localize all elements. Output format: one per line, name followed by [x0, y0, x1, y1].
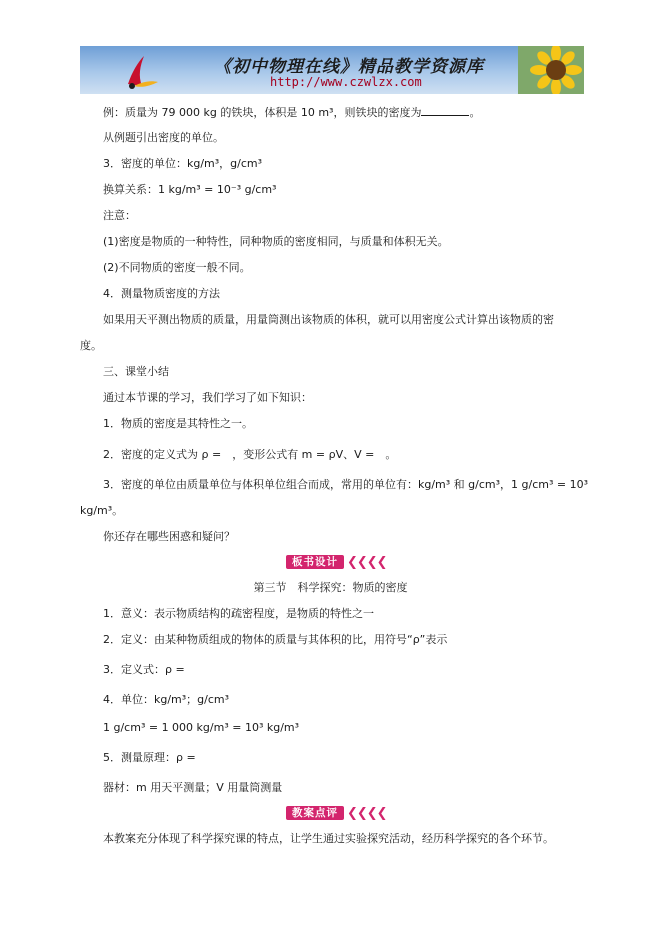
board-line: 4．单位：kg/m³；g/cm³	[103, 693, 230, 706]
board-heading: 第三节 科学探究：物质的密度	[253, 581, 408, 594]
board-line: 1 g/cm³ = 1 000 kg/m³ = 10³ kg/m³	[103, 721, 300, 734]
body-line: 3．密度的单位：kg/m³，g/cm³	[103, 157, 263, 170]
body-line: 2．密度的定义式为 ρ = ，变形公式有 m = ρV、V = 。	[103, 448, 397, 461]
board-line: 5．测量原理：ρ =	[103, 751, 196, 764]
board-design-label: 板书设计	[286, 555, 344, 569]
header-banner	[80, 46, 584, 94]
section-heading: 三、课堂小结	[103, 365, 169, 378]
body-line: 1．物质的密度是其特性之一。	[103, 417, 253, 430]
board-design-tag	[286, 555, 387, 569]
banner-title: 《初中物理在线》精品教学资源库	[214, 57, 484, 77]
body-line: (2)不同物质的密度一般不同。	[103, 261, 251, 274]
answer-blank	[421, 105, 469, 116]
chevron-left-icon: ❮❮❮❮	[347, 554, 387, 570]
example-line	[103, 105, 480, 120]
body-line: (1)密度是物质的一种特性，同种物质的密度相同，与质量和体积无关。	[103, 235, 449, 248]
body-line: 你还存在哪些困惑和疑问？	[103, 530, 235, 543]
logo-icon	[120, 52, 160, 92]
body-line: 4．测量物质密度的方法	[103, 287, 220, 300]
banner-url[interactable]: http://www.czwlzx.com	[270, 75, 422, 89]
body-line: 从例题引出密度的单位。	[103, 131, 224, 144]
board-line: 2．定义：由某种物质组成的物体的质量与其体积的比，用符号“ρ”表示	[103, 633, 448, 646]
body-line: 通过本节课的学习，我们学习了如下知识：	[103, 391, 312, 404]
review-label: 教案点评	[286, 806, 344, 820]
body-line: 如果用天平测出物质的质量，用量筒测出该物质的体积，就可以用密度公式计算出该物质的密	[103, 313, 554, 326]
body-line: 换算关系：1 kg/m³ = 10⁻³ g/cm³	[103, 183, 277, 196]
sunflower-icon	[518, 46, 584, 94]
chevron-left-icon: ❮❮❮❮	[347, 805, 387, 821]
review-text: 本教案充分体现了科学探究课的特点，让学生通过实验探究活动，经历科学探究的各个环节。	[103, 832, 554, 845]
body-line: kg/m³。	[80, 504, 124, 517]
example-text: 例：质量为 79 000 kg 的铁块，体积是 10 m³，则铁块的密度为	[103, 106, 422, 119]
review-tag	[286, 806, 387, 820]
board-line: 1．意义：表示物质结构的疏密程度，是物质的特性之一	[103, 607, 374, 620]
example-tail: 。	[469, 106, 481, 119]
body-line: 度。	[80, 339, 102, 352]
body-line: 注意：	[103, 209, 136, 222]
board-line: 器材：m 用天平测量；V 用量筒测量	[103, 781, 283, 794]
body-line: 3．密度的单位由质量单位与体积单位组合而成，常用的单位有：kg/m³ 和 g/cm³，1 g/cm³ = 10³	[103, 478, 589, 491]
board-line: 3．定义式：ρ =	[103, 663, 185, 676]
